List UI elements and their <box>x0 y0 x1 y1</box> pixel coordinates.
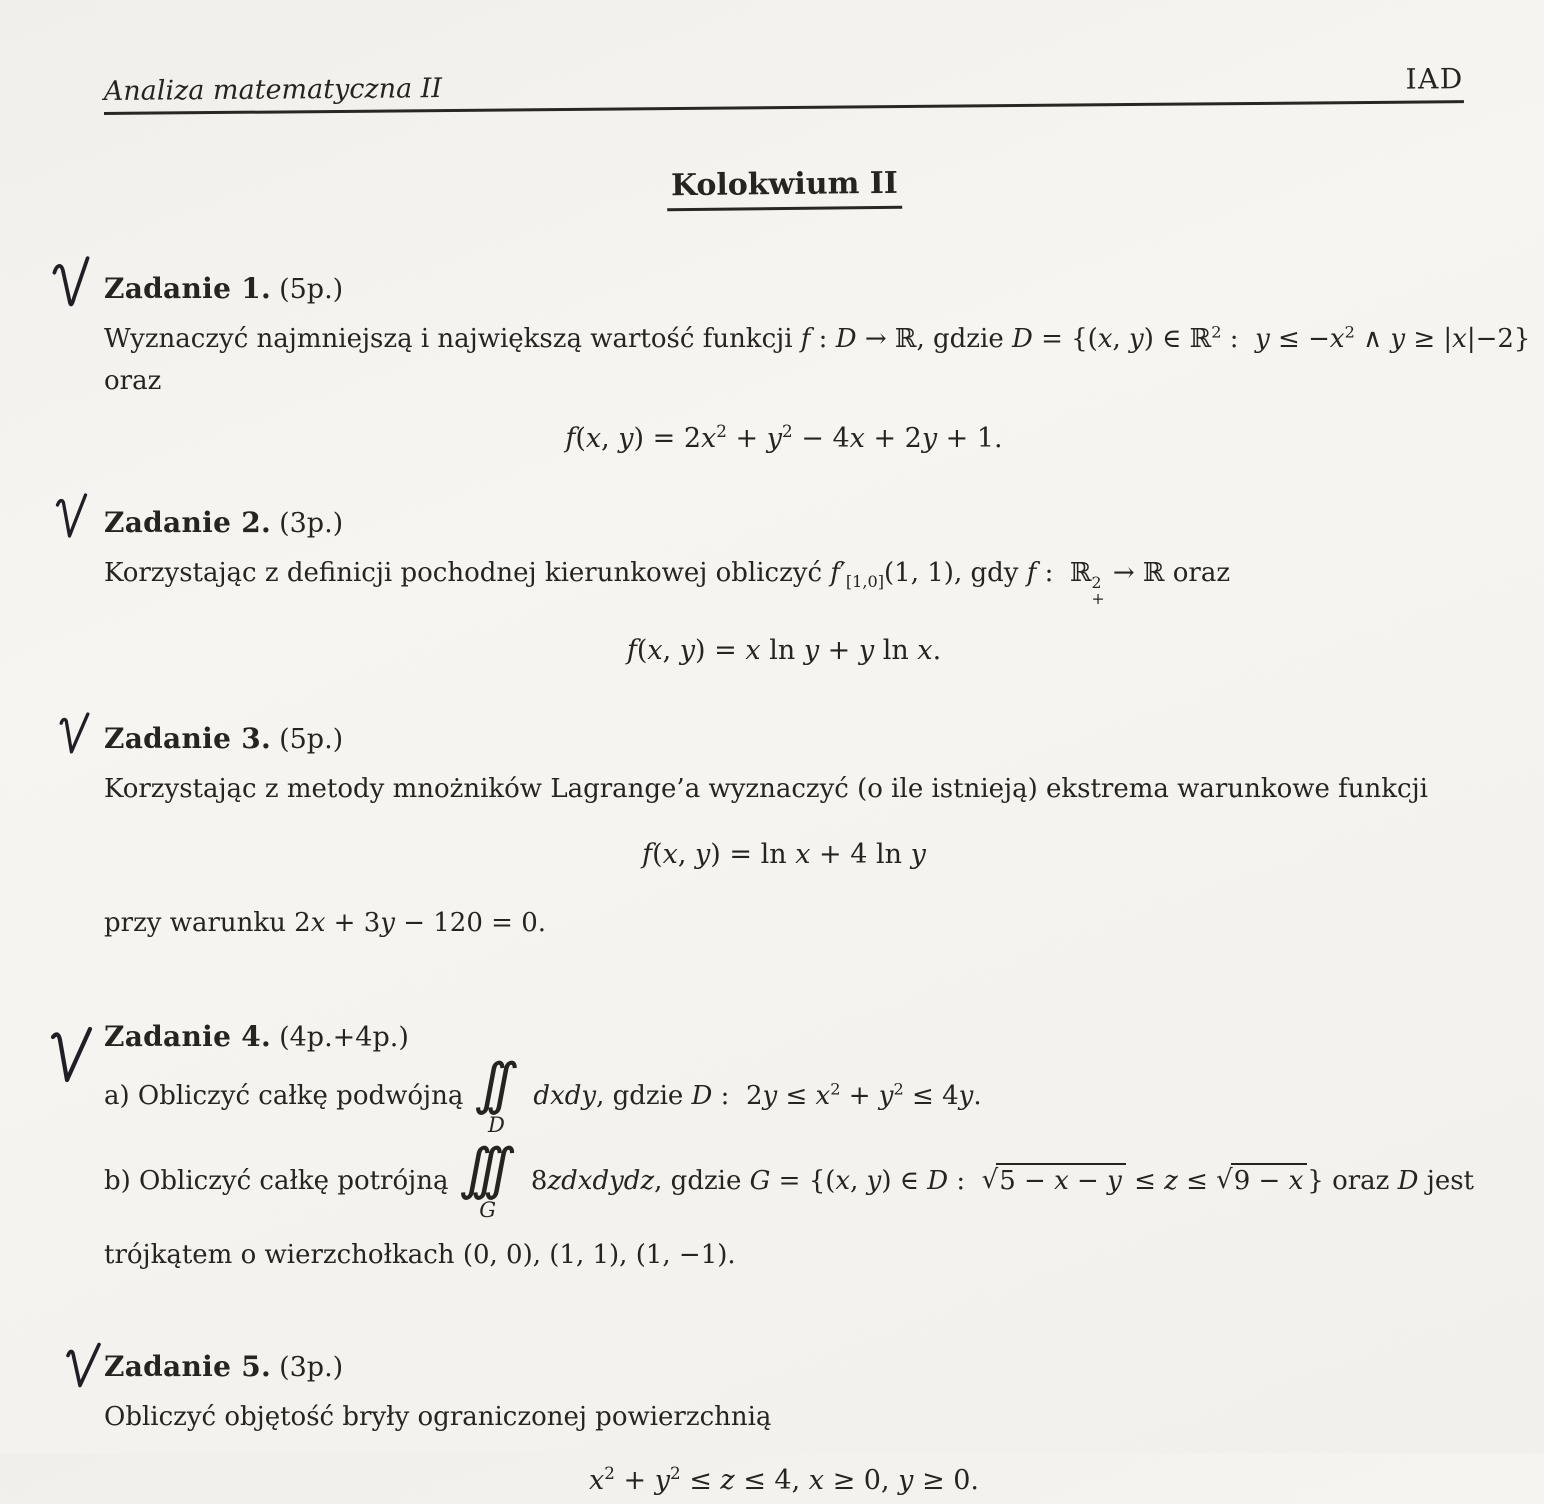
task-title: Zadanie 4. <box>104 1019 272 1053</box>
formula: f(x, y) = ln x + 4 ln y <box>642 838 926 870</box>
formula: $x^2 + y^2 \le z \le 4$, x ≥ 0, y ≥ 0. <box>589 1462 979 1496</box>
handwritten-checkmark-icon <box>48 1026 94 1084</box>
task-body-line: Wyznaczyć najmniejszą i największą wartość funkcji f : D → ℝ, gdzie D = {(x, y) ∈ ℝ$^2$ : $y \le -x^2$ ∧ y ≥ |x|−2} <box>104 322 1531 354</box>
task-title: Zadanie 1. <box>104 272 272 305</box>
formula: f(x, $y) = 2x^2 + y^2 - 4x + 2y + 1$. <box>565 421 1003 454</box>
task-zadanie-4 <box>104 1019 1475 1276</box>
task-zadanie-2 <box>104 506 1464 674</box>
task-zadanie-3 <box>104 722 1464 944</box>
task-title: Zadanie 5. <box>104 1349 272 1383</box>
task-zadanie-5 <box>104 1350 1464 1504</box>
task-points: (4p.+4p.) <box>279 1021 409 1053</box>
formula: f(x, y) = x ln y + y ln x. <box>626 634 942 666</box>
task-zadanie-1 <box>104 272 1531 462</box>
task-heading <box>104 506 1464 539</box>
task-part-a-line: a) Obliczyć całkę podwójną ∫∫ D dxdy , gdzie D : $2y \le x^2 + y^2 \le 4y$. <box>104 1051 982 1137</box>
handwritten-checkmark-icon <box>50 254 92 310</box>
task-body-line: trójkątem o wierzchołkach (0, 0), (1, 1), (1, −1). <box>104 1239 736 1270</box>
task-title: Zadanie 2. <box>104 506 272 539</box>
task-body-line: oraz <box>104 366 162 396</box>
task-heading <box>104 1020 1464 1053</box>
task-heading <box>104 1350 1464 1383</box>
task-body-line: przy warunku 2x + 3y − 120 = 0. <box>104 907 547 938</box>
handwritten-checkmark-icon <box>58 712 91 757</box>
task-heading <box>104 272 1464 305</box>
page-header <box>103 0 1464 115</box>
task-body-line: Korzystając z metody mnożników Lagrange’a wyznaczyć (o ile istnieją) ekstrema warunkowe funkcji <box>104 773 1428 804</box>
task-body-line: Korzystając z definicji pochodnej kierunkowej obliczyć $f'_{[1,0]}(1$, 1), gdy f : ℝ 2 + → ℝ oraz <box>104 558 1231 609</box>
course-name: Analiza matematyczna II <box>103 73 443 108</box>
header-right-label: IAD <box>1405 62 1464 96</box>
task-points: (5p.) <box>279 274 344 305</box>
task-points: (5p.) <box>279 723 344 755</box>
handwritten-checkmark-icon <box>54 492 89 542</box>
task-part-b-line: b) Obliczyć całkę potrójną ∫∫∫ G 8zdxdydz , gdzie G = {(x, y) ∈ D : √5 − x − y ≤ z ≤ √9 − x } oraz D jest <box>104 1142 1464 1221</box>
task-title: Zadanie 3. <box>104 721 272 755</box>
task-heading <box>104 722 1464 755</box>
task-body-line: Obliczyć objętość bryły ograniczonej powierzchnią <box>104 1401 772 1432</box>
task-points: (3p.) <box>279 508 344 539</box>
title-wrap <box>104 167 1464 210</box>
task-points: (3p.) <box>279 1351 344 1383</box>
page-title: Kolokwium II <box>666 166 901 211</box>
handwritten-checkmark-icon <box>64 1342 102 1391</box>
